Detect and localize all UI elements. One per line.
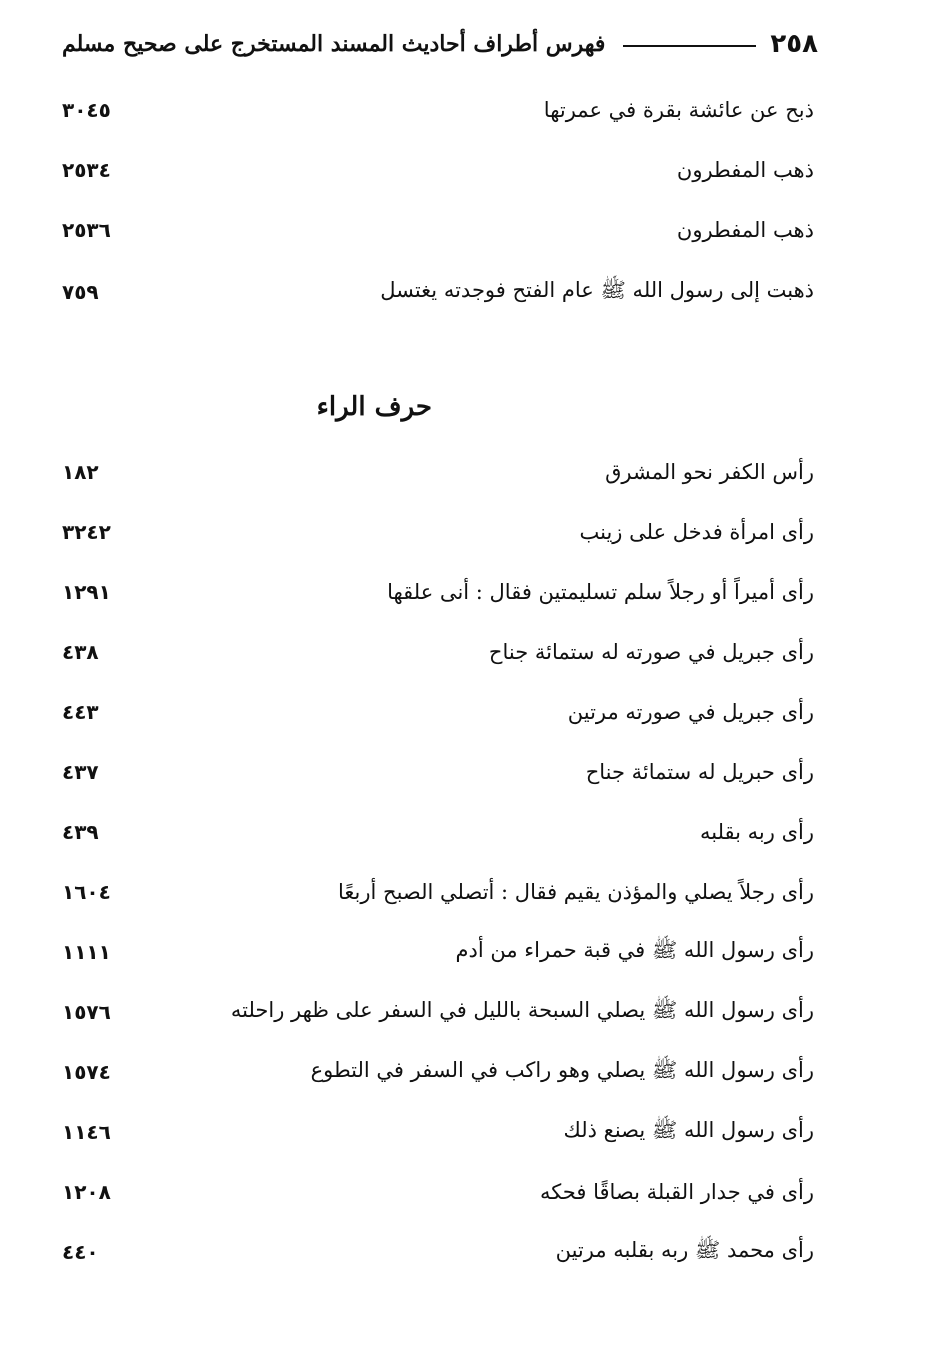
entry-text: ذهب المفطرون bbox=[676, 158, 814, 182]
entry-number: ١٦٠٤ bbox=[62, 880, 111, 904]
entry-number: ١٨٢ bbox=[62, 460, 99, 484]
entry-number: ٤٣٩ bbox=[62, 820, 99, 844]
index-entry bbox=[62, 1232, 814, 1272]
page-header bbox=[62, 22, 818, 66]
entry-number: ١٥٧٤ bbox=[62, 1060, 111, 1084]
entry-text: رأى أميراً أو رجلاً سلم تسليمتين فقال : أنى علقها bbox=[387, 580, 814, 604]
entry-number: ٤٣٨ bbox=[62, 640, 99, 664]
header-rule bbox=[623, 45, 756, 47]
index-entry bbox=[62, 632, 814, 672]
index-entry bbox=[62, 572, 814, 612]
entry-text: رأى في جدار القبلة بصاقًا فحكه bbox=[539, 1180, 814, 1204]
index-entry bbox=[62, 512, 814, 552]
section-heading: حرف الراء bbox=[316, 392, 432, 422]
entry-number: ١١١١ bbox=[62, 940, 111, 964]
index-entry bbox=[62, 1112, 814, 1152]
entry-number: ٤٤٠ bbox=[62, 1240, 99, 1264]
entry-number: ٢٥٣٦ bbox=[62, 218, 111, 242]
entry-text: رأى ربه بقلبه bbox=[699, 820, 814, 844]
entry-text: رأى رسول الله ﷺ يصلي السبحة بالليل في السفر على ظهر راحلته bbox=[230, 997, 814, 1022]
entry-number: ١٥٧٦ bbox=[62, 1000, 111, 1024]
entry-text: رأى رسول الله ﷺ يصنع ذلك bbox=[563, 1117, 814, 1142]
entry-number: ٤٣٧ bbox=[62, 760, 99, 784]
entry-text: رأى رجلاً يصلي والمؤذن يقيم فقال : أتصلي الصبح أربعًا bbox=[338, 880, 814, 904]
running-title: فهرس أطراف أحاديث المسند المستخرج على صحيح مسلم bbox=[62, 31, 606, 57]
entry-text: رأى محمد ﷺ ربه بقلبه مرتين bbox=[555, 1237, 814, 1262]
index-entry bbox=[62, 1172, 814, 1212]
entry-text: رأى حبريل له ستمائة جناح bbox=[585, 760, 814, 784]
entry-number: ٢٥٣٤ bbox=[62, 158, 111, 182]
index-entry bbox=[62, 752, 814, 792]
index-entry bbox=[62, 150, 814, 190]
entry-number: ٧٥٩ bbox=[62, 280, 99, 304]
page-number: ٢٥٨ bbox=[770, 29, 818, 59]
entry-text: رأى امرأة فدخل على زينب bbox=[579, 520, 814, 544]
entry-text: رأى رسول الله ﷺ في قبة حمراء من أدم bbox=[455, 937, 814, 962]
index-entry bbox=[62, 272, 814, 312]
entry-text: رأى جبريل في صورته مرتين bbox=[567, 700, 814, 724]
entry-number: ٣٠٤٥ bbox=[62, 98, 111, 122]
index-entry bbox=[62, 872, 814, 912]
entry-text: ذهبت إلى رسول الله ﷺ عام الفتح فوجدته يغتسل bbox=[380, 277, 814, 302]
entry-number: ١٢٩١ bbox=[62, 580, 111, 604]
entry-text: رأى رسول الله ﷺ يصلي وهو راكب في السفر في التطوع bbox=[310, 1057, 814, 1082]
index-entry bbox=[62, 992, 814, 1032]
entry-text: رأس الكفر نحو المشرق bbox=[605, 460, 814, 484]
entry-text: ذبح عن عائشة بقرة في عمرتها bbox=[543, 98, 814, 122]
entry-text: ذهب المفطرون bbox=[676, 218, 814, 242]
index-entry bbox=[62, 812, 814, 852]
entry-number: ١٢٠٨ bbox=[62, 1180, 111, 1204]
index-entry bbox=[62, 452, 814, 492]
entry-number: ١١٤٦ bbox=[62, 1120, 111, 1144]
index-entry bbox=[62, 692, 814, 732]
entry-number: ٤٤٣ bbox=[62, 700, 99, 724]
entry-text: رأى جبريل في صورته له ستمائة جناح bbox=[488, 640, 814, 664]
entry-number: ٣٢٤٢ bbox=[62, 520, 111, 544]
index-entry bbox=[62, 210, 814, 250]
index-entry bbox=[62, 1052, 814, 1092]
index-entry bbox=[62, 932, 814, 972]
index-entry bbox=[62, 90, 814, 130]
